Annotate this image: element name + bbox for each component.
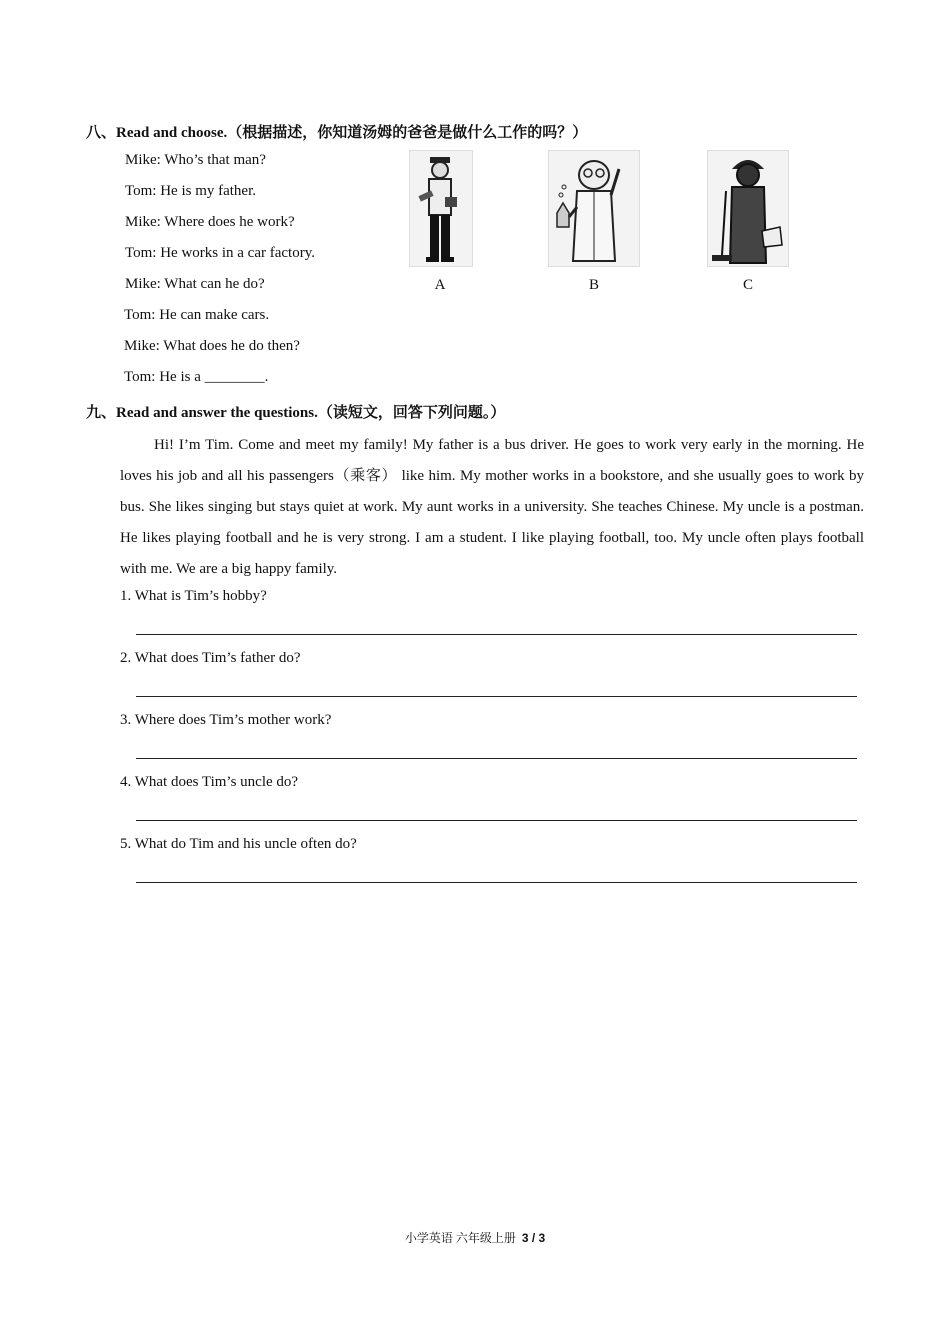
section-9-title: 九、Read and answer the questions.（读短文，回答下列问题。） (86, 405, 506, 421)
question: 3. Where does Tim’s mother work? (120, 712, 332, 728)
question: 4. What does Tim’s uncle do? (120, 774, 299, 790)
option-c-picture[interactable] (707, 150, 789, 267)
dialogue-line: Tom: He is a ________. (124, 369, 269, 385)
worker-icon (410, 151, 472, 266)
answer-line[interactable] (136, 758, 857, 759)
dialogue-line: Mike: Who’s that man? (125, 152, 266, 168)
option-b-picture[interactable] (548, 150, 640, 267)
question: 5. What do Tim and his uncle often do? (120, 836, 357, 852)
option-a-label: A (434, 277, 446, 293)
section-8-title: 八、Read and choose.（根据描述，你知道汤姆的爸爸是做什么工作的吗？） (86, 125, 588, 141)
answer-line[interactable] (136, 696, 857, 697)
answer-line[interactable] (136, 882, 857, 883)
question: 2. What does Tim’s father do? (120, 650, 301, 666)
option-a-picture[interactable] (409, 150, 473, 267)
dialogue-line: Tom: He can make cars. (124, 307, 270, 323)
dialogue-line: Mike: What can he do? (125, 276, 265, 292)
option-c-label: C (742, 277, 753, 293)
page-number: 3 / 3 (521, 1231, 546, 1245)
cleaner-icon (708, 151, 788, 266)
dialogue-line: Tom: He works in a car factory. (125, 245, 315, 261)
dialogue-line: Tom: He is my father. (125, 183, 257, 199)
option-b-label: B (588, 277, 599, 293)
answer-line[interactable] (136, 634, 857, 635)
page-footer (0, 1229, 950, 1246)
question: 1. What is Tim’s hobby? (120, 588, 267, 604)
footer-text: 小学英语 六年级上册 (404, 1231, 516, 1245)
dialogue-line: Mike: What does he do then? (124, 338, 300, 354)
reading-passage: Hi! I’m Tim. Come and meet my family! My father is a bus driver. He goes to work very early in the morning. He loves his job and all his passengers（乘客） like him. My mother works in a bookstore, and she usually goes to work by bus. She likes singing but stays quiet at work. My aunt works in a university. She teaches Chinese. My uncle is a postman. He likes playing football and he is very strong. I am a student. I like playing football, too. My uncle often plays football with me. We are a big happy family. (120, 437, 864, 577)
answer-line[interactable] (136, 820, 857, 821)
scientist-icon (549, 151, 639, 266)
dialogue-line: Mike: Where does he work? (125, 214, 295, 230)
